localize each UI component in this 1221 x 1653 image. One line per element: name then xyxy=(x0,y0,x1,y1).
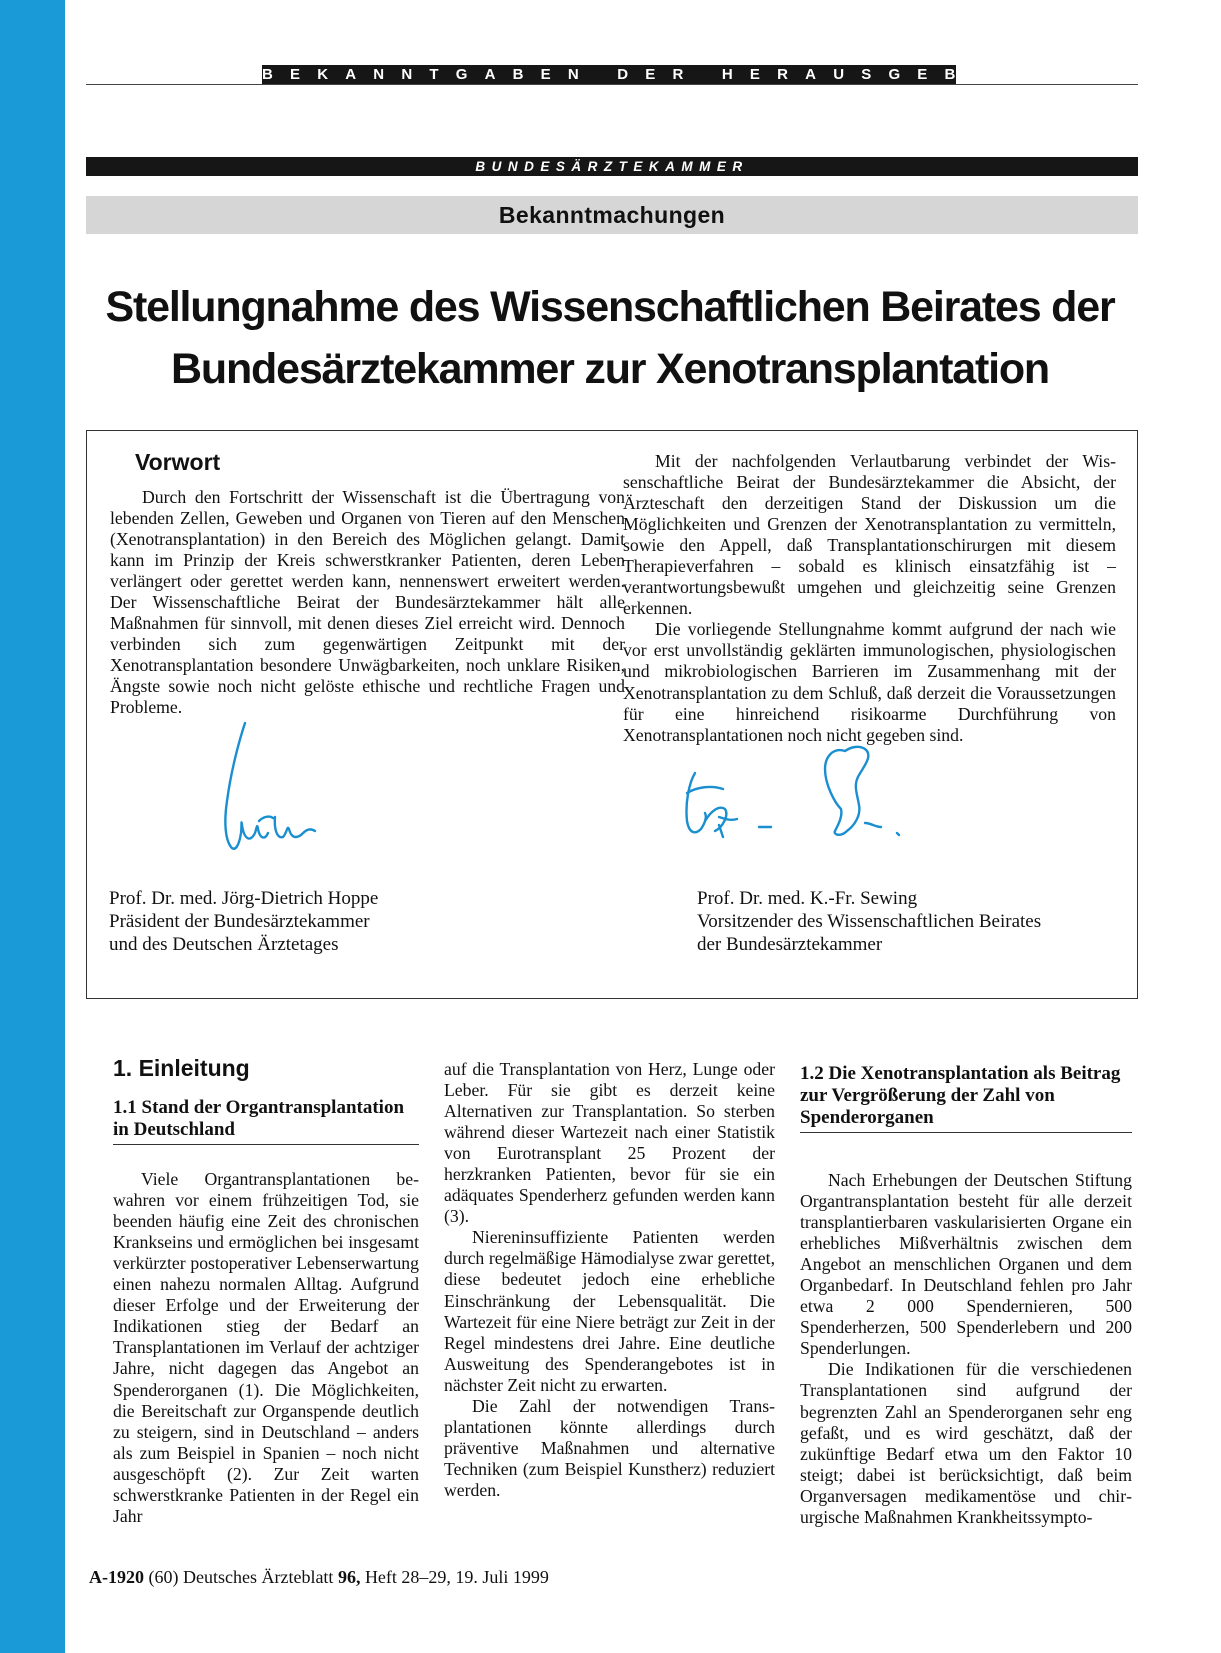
article-column-3 xyxy=(800,1063,1132,1528)
signer-right-role-1: Vorsitzender des Wissenschaftlichen Beirates xyxy=(697,911,1042,932)
vorwort-left-paragraph: Durch den Fortschritt der Wissenschaft ist die Übertragung von lebenden Zellen, Geweben und Organen von Tieren auf den Menschen (Xenotransplantation) in den Bereich des Möglichen gelangt. Damit kann im Prinzip der Kreis schwerstkranker Patienten, deren Leben verlängert oder gerettet werden kann, nennenswert erweitert werden. Der Wissenschaftliche Beirat der Bundesärztekammer hält alle Maßnahmen für sinnvoll, mit denen dieses Ziel erreicht wird. Dennoch verbinden sich zum gegenwärtigen Zeitpunkt mit der Xenotransplantation besondere Unwägbarkeiten, noch unklare Risiken, Ängste sowie noch nicht gelöste ethische und rechtliche Fragen und Probleme. xyxy=(110,487,625,718)
publisher-banner: BEKANNTGABEN DER HERAUSGEBER xyxy=(262,66,1028,83)
column-2-paragraph-3: Die Zahl der notwendigen Transplantationen könnte allerdings durch präventive Maßnahmen und alternative Techniken (zum Beispiel Kunstherz) reduziert werden. xyxy=(444,1395,775,1500)
subsection-heading-1-1: 1.1 Stand der Organtransplantation in Deutschland xyxy=(113,1097,419,1145)
vorwort-right-column xyxy=(623,451,1116,746)
vorwort-right-paragraph-1: Mit der nachfolgenden Verlautbarung verbindet der Wissenschaftliche Beirat der Bundesärztekammer die Absicht, der Ärzteschaft den derzeitigen Stand der Diskussion um die Möglichkeiten und Grenzen der Xenotransplantation zu vermitteln, sowie den Appell, daß Transplantationschirurgen mit diesem Therapieverfahren – sobald es klinisch einsatzfähig ist – verantwortungsbewußt umgehen und gleichzeitig seine Grenzen erkennen. xyxy=(623,451,1116,619)
signer-left-name: Prof. Dr. med. Jörg-Dietrich Hoppe xyxy=(109,888,379,909)
subsection-bar: Bekanntmachungen xyxy=(86,196,1138,234)
page-footer xyxy=(89,1567,549,1588)
column-3-paragraph-2: Die Indikationen für die verschiedenen Transplantationen sind aufgrund der begrenzten Zahl an Spenderorganen sehr eng gefaßt, und es wird geschätzt, daß der zukünftige Bedarf etwa um den Faktor 10 steigt; dabei ist berücksichtigt, daß beim Organversagen medikamentöse und chirurgische Maßnahmen Krankheitssympto- xyxy=(800,1359,1132,1527)
title-line-1: Stellungnahme des Wissenschaftlichen Beirates der xyxy=(105,283,1115,331)
section-heading-einleitung: 1. Einleitung xyxy=(113,1055,250,1081)
footer-journal: (60) Deutsches Ärzteblatt xyxy=(148,1567,334,1587)
column-3-paragraph-1: Nach Erhebungen der Deutschen Stiftung Organtransplantation besteht für alle derzeit transplantierbaren vaskularisierten Organe ein erhebliches Mißverhältnis zwischen dem Angebot an menschlichen Organen und dem Organbedarf. In Deutschland fehlen pro Jahr etwa 2 000 Spendernieren, 500 Spenderherzen, 500 Spenderlebern und 200 Spenderlungen. xyxy=(800,1170,1132,1359)
column-2-paragraph-2: Niereninsuffiziente Patienten werden durch regelmäßige Hämodialyse zwar gerettet, diese bedeutet jedoch eine erhebliche Einschränkung der Lebensqualität. Die Wartezeit für eine Niere beträgt zur Zeit in der Regel mindestens drei Jahre. Eine deutliche Ausweitung des Spenderangebotes ist in nächster Zeit nicht zu erwarten. xyxy=(444,1227,775,1395)
footer-issue: Heft 28–29, 19. Juli 1999 xyxy=(364,1567,549,1587)
article-column-2 xyxy=(444,1059,775,1501)
page-title xyxy=(70,276,1150,400)
signer-right-role-2: der Bundesärztekammer xyxy=(697,934,883,955)
vorwort-box xyxy=(86,430,1138,999)
signature-sewing xyxy=(675,743,915,853)
footer-volume: 96, xyxy=(337,1567,361,1587)
signer-right-block xyxy=(697,887,1041,956)
signer-left-role-1: Präsident der Bundesärztekammer xyxy=(109,911,370,932)
article-column-1 xyxy=(113,1055,419,1527)
title-line-2: Bundesärztekammer zur Xenotransplantation xyxy=(171,345,1049,393)
footer-page-number: A-1920 xyxy=(89,1567,144,1587)
section-bar: BUNDESÄRZTEKAMMER xyxy=(86,157,1138,176)
signer-left-role-2: und des Deutschen Ärztetages xyxy=(109,934,339,955)
vorwort-left-column xyxy=(110,487,625,719)
subsection-heading-1-2: 1.2 Die Xenotransplantation als Beitrag zur Vergrößerung der Zahl von Spenderorganen xyxy=(800,1063,1132,1133)
column-1-paragraph: Viele Organtransplantationen bewahren vor einem frühzeitigen Tod, sie beenden häufig eine Zeit des chronischen Krankseins und ermöglichen bei insgesamt verkürzter postoperativer Lebenserwartung einen nahezu normalen Alltag. Aufgrund dieser Erfolge und der Erweiterung der Indikationen stieg der Bedarf an Transplantationen im Verlauf der achtziger Jahre, nicht dagegen das Angebot an Spenderorganen (1). Die Möglichkeiten, die Bereitschaft zur Organspende deutlich zu steigern, sind in Deutschland – anders als zum Beispiel in Spanien – noch nicht ausgeschöpft (2). Zur Zeit warten schwerstkranke Patienten in der Regel ein Jahr xyxy=(113,1169,419,1526)
column-2-paragraph-1: auf die Transplantation von Herz, Lunge oder Leber. Für sie gibt es derzeit keine Alternativen zur Transplantation. So sterben während dieser Wartezeit nach einer Statistik von Eurotransplant 25 Prozent der herzkranken Patienten, bevor für sie ein adäquates Spenderherz gefunden werden kann (3). xyxy=(444,1059,775,1227)
vorwort-right-paragraph-2: Die vorliegende Stellungnahme kommt aufgrund der nach wie vor erst unvollständig geklärten immunologischen, physiologischen und mikrobiologischen Barrieren im Zusammenhang mit der Xenotransplantation zu dem Schluß, daß derzeit die Voraussetzungen für eine hinreichend risikoarme Durchführung von Xenotransplantationen noch nicht gegeben sind. xyxy=(623,619,1116,745)
vorwort-heading: Vorwort xyxy=(135,449,221,475)
side-color-bar xyxy=(0,0,65,1653)
signer-right-name: Prof. Dr. med. K.-Fr. Sewing xyxy=(697,888,918,909)
signature-hoppe xyxy=(217,721,347,866)
header-rule xyxy=(86,84,1138,85)
signer-left-block xyxy=(109,887,378,956)
